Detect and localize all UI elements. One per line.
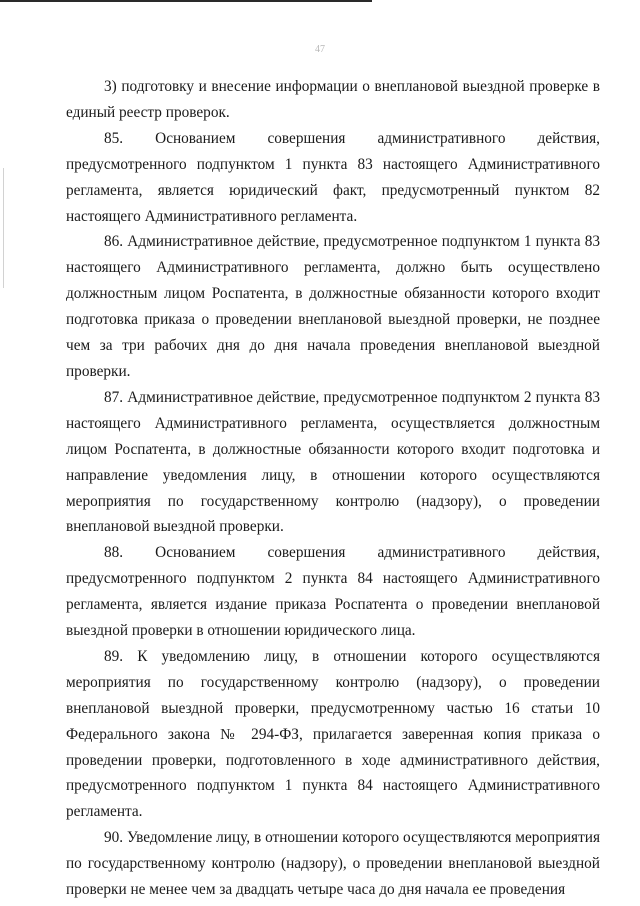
- page-number: 47: [315, 44, 325, 55]
- paragraph-89: 89. К уведомлению лицу, в отношении которого осуществляются мероприятия по государственному контролю (надзору), о проведении внеплановой выездной проверки, предусмотренному частью 16 статьи 10 Федерального закона № 294-ФЗ, прилагается заверенная копия приказа о проведении проверки, подготовленного в ходе административного действия, предусмотренного подпунктом 1 пункта 84 настоящего Административного регламента.: [66, 647, 600, 821]
- paragraph-item-3: 3) подготовку и внесение информации о внеплановой выездной проверке в единый реестр проверок.: [66, 78, 600, 121]
- paragraph-86: 86. Административное действие, предусмотренное подпунктом 1 пункта 83 настоящего Административного регламента, должно быть осуществлено должностным лицом Роспатента, в должностные обязанности которого входит подготовка приказа о проведении внеплановой выездной проверки, не позднее чем за три рабочих дня до дня начала проведения внеплановой выездной проверки.: [66, 233, 600, 380]
- paragraph-85: 85. Основанием совершения административного действия, предусмотренного подпунктом 1 пункта 83 настоящего Административного регламента, является юридический факт, предусмотренный пунктом 82 настоящего Административного регламента.: [66, 129, 600, 225]
- paragraph-90: 90. Уведомление лицу, в отношении которого осуществляются мероприятия по государственному контролю (надзору), о проведении внеплановой выездной проверки не менее чем за двадцать четыре часа до дня начала ее проведения: [66, 829, 600, 899]
- top-border-line: [0, 0, 372, 2]
- scan-margin-mark: [3, 168, 4, 288]
- document-body: [66, 74, 600, 903]
- paragraph-88: 88. Основанием совершения административного действия, предусмотренного подпунктом 2 пункта 84 настоящего Административного регламента, является издание приказа Роспатента о проведении внеплановой выездной проверки в отношении юридического лица.: [66, 544, 600, 640]
- paragraph-87: 87. Административное действие, предусмотренное подпунктом 2 пункта 83 настоящего Административного регламента, осуществляется должностным лицом Роспатента, в должностные обязанности которого входит подготовка и направление уведомления лицу, в отношении которого осуществляются мероприятия по государственному контролю (надзору), о проведении внеплановой выездной проверки.: [66, 388, 600, 536]
